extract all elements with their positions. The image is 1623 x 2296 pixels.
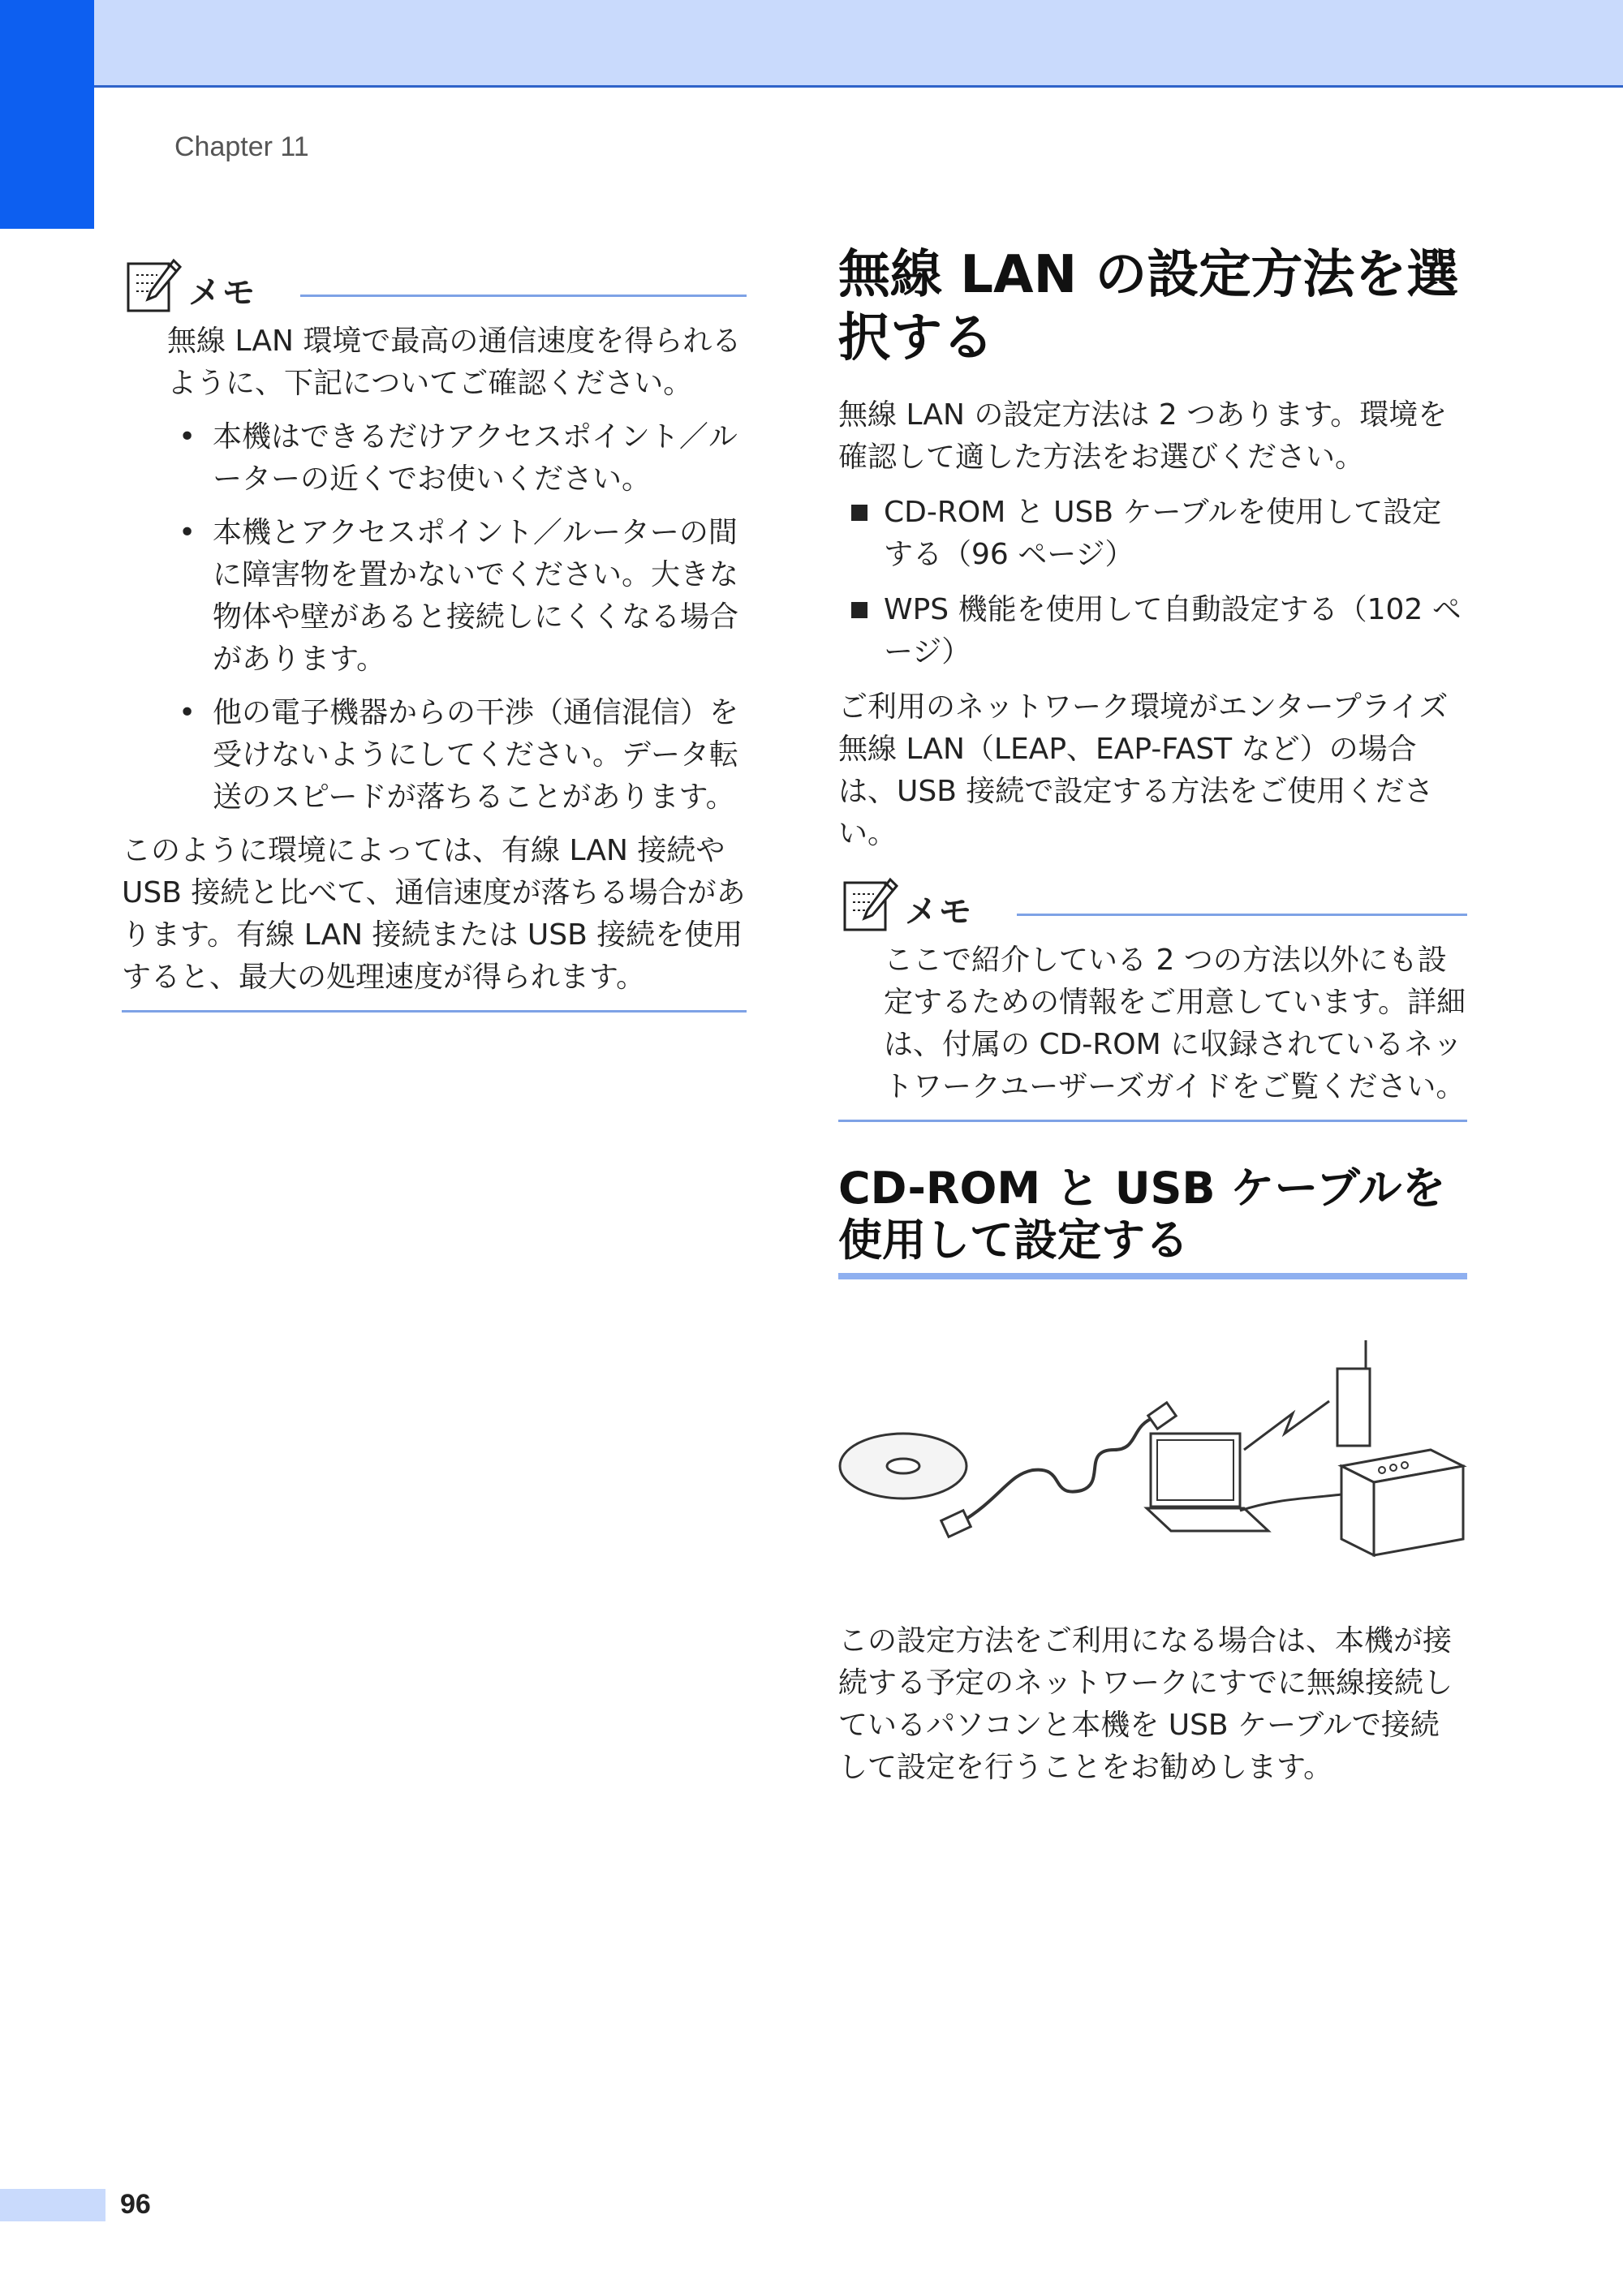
access-point-icon (1337, 1340, 1370, 1446)
method-item-cdrom-usb: CD-ROM と USB ケーブルを使用して設定する（96 ページ） (838, 492, 1467, 576)
memo-title: メモ (905, 893, 973, 931)
bullet-item: • 本機はできるだけアクセスポイント／ルーターの近くでお使いください。 (167, 416, 747, 501)
enterprise-note: ご利用のネットワーク環境がエンタープライズ無線 LAN（LEAP、EAP-FAST など）の場合は、USB 接続で設定する方法をご使用ください。 (838, 690, 1449, 850)
page-number-bar (0, 2189, 105, 2221)
chapter-tab (0, 0, 94, 229)
memo-header (838, 875, 1467, 939)
section-intro: 無線 LAN の設定方法は 2 つあります。環境を確認して適した方法をお選びください。 (838, 398, 1448, 474)
header-band (0, 0, 1623, 88)
right-column (838, 243, 1467, 1802)
setup-description: この設定方法をご利用になる場合は、本機が接続する予定のネットワークにすでに無線接続しているパソコンと本機を USB ケーブルで接続して設定を行うことをお勧めします。 (838, 1624, 1453, 1784)
right-memo (838, 875, 1467, 1122)
memo-text: ここで紹介している 2 つの方法以外にも設定するための情報をご用意しています。詳細は、付属の CD-ROM に収録されているネットワークユーザーズガイドをご覧ください。 (884, 944, 1466, 1103)
chapter-label: Chapter 11 (174, 131, 309, 162)
wireless-signal-icon (1244, 1401, 1329, 1450)
memo-intro: 無線 LAN 環境で最高の通信速度を得られるように、下記についてご確認ください。 (167, 325, 742, 400)
cd-rom-icon (840, 1434, 966, 1498)
memo-header (122, 256, 747, 320)
section-heading: 無線 LAN の設定方法を選択する (838, 245, 1459, 368)
laptop-icon (1147, 1434, 1268, 1531)
left-column (122, 256, 747, 1013)
memo-body (838, 939, 1467, 1108)
memo-body (122, 320, 747, 999)
memo-bullet-list (167, 416, 747, 819)
memo-end-divider (838, 1120, 1467, 1122)
page-number: 96 (120, 2189, 151, 2220)
memo-divider (300, 295, 747, 297)
bullet-item: • 他の電子機器からの干渉（通信混信）を受けないようにしてください。データ転送のスピードが落ちることがあります。 (167, 692, 747, 819)
memo-end-divider (122, 1010, 747, 1013)
memo-pencil-icon (125, 256, 183, 314)
memo-pencil-icon (842, 875, 900, 933)
subsection-heading: CD-ROM と USB ケーブルを使用して設定する (838, 1163, 1467, 1279)
bullet-item: • 本機とアクセスポイント／ルーターの間に障害物を置かないでください。大きな物体や壁があると接続しにくくなる場合があります。 (167, 512, 747, 681)
printer-icon (1341, 1450, 1463, 1555)
memo-title: メモ (188, 274, 256, 312)
method-item-wps: WPS 機能を使用して自動設定する（102 ページ） (838, 589, 1467, 673)
method-list (838, 492, 1467, 673)
usb-cable-icon (941, 1403, 1176, 1537)
memo-closing: このように環境によっては、有線 LAN 接続や USB 接続と比べて、通信速度が落ちる場合があります。有線 LAN 接続または USB 接続を使用すると、最大の処理速度が得られます。 (122, 834, 746, 994)
setup-illustration (838, 1336, 1467, 1580)
memo-divider (1017, 914, 1467, 916)
